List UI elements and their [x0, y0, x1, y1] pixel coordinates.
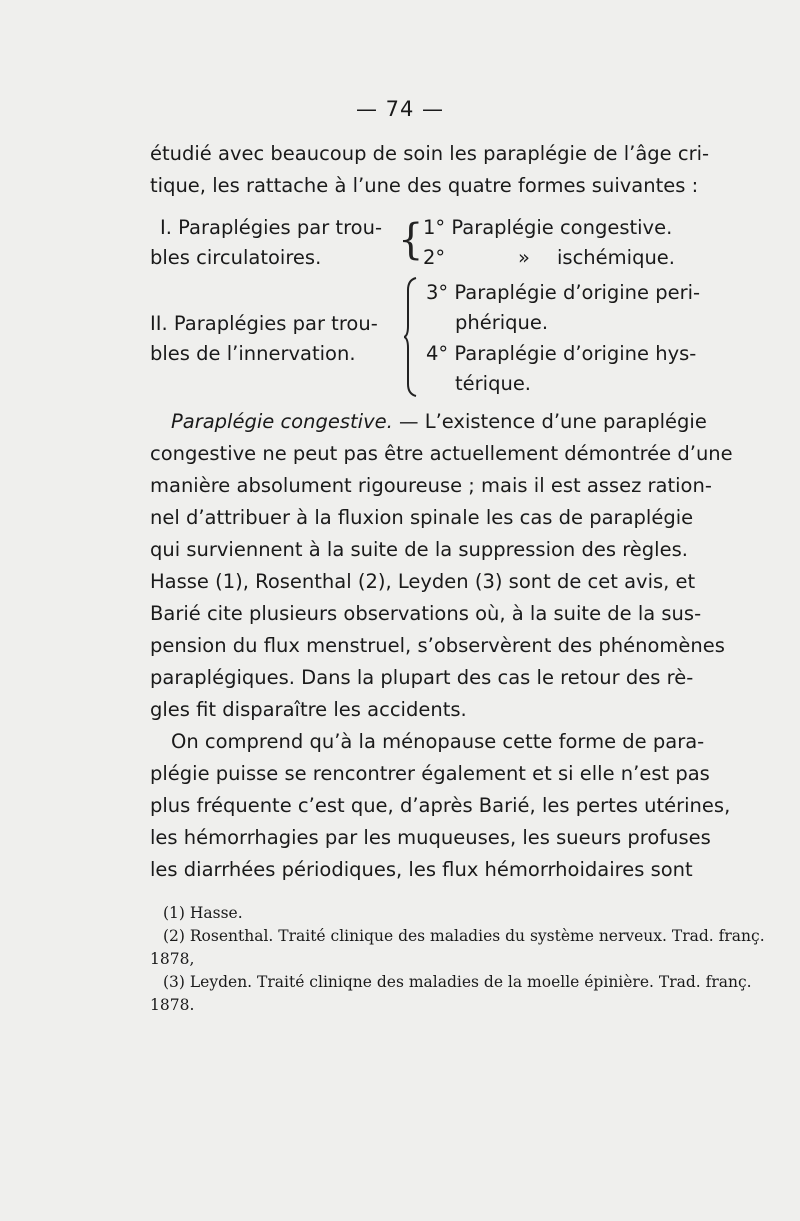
paragraph1-line-8: pension du flux menstruel, s’observèrent des phénomènes — [150, 634, 725, 657]
paragraph1-line-1-text: — L’existence d’une paraplégie — [392, 410, 707, 433]
footnote-2-line2: 1878, — [150, 950, 195, 968]
paragraph1-line-1 — [171, 406, 707, 438]
group2-brace — [404, 276, 418, 398]
paragraph1-line-9: paraplégiques. Dans la plupart des cas le retour des rè- — [150, 666, 694, 689]
paragraph1-line-4: nel d’attribuer à la fluxion spinale les cas de paraplégie — [150, 506, 694, 529]
paragraph1-line-6: Hasse (1), Rosenthal (2), Leyden (3) sont de cet avis, et — [150, 570, 696, 593]
paragraph1-line-3: manière absolument rigoureuse ; mais il est assez ration- — [150, 474, 712, 497]
group1-brace: { — [398, 215, 424, 265]
paragraph2-line-1: On comprend qu’à la ménopause cette forme de para- — [171, 730, 705, 753]
group2-item3-line1: 3° Paraplégie d’origine peri- — [426, 281, 701, 304]
paragraph1-heading: Paraplégie congestive. — [171, 410, 393, 433]
group1-item2-ditto: » — [518, 246, 530, 269]
group2-label-line1: II. Paraplégies par trou- — [150, 312, 378, 335]
group1-item2-num: 2° — [423, 246, 446, 269]
intro-line-2: tique, les rattache à l’une des quatre formes suivantes : — [150, 174, 699, 197]
paragraph2-line-5: les diarrhées périodiques, les flux hémorrhoidaires sont — [150, 858, 693, 881]
footnote-2-line1: (2) Rosenthal. Traité clinique des maladies du système nerveux. Trad. franç. — [163, 927, 765, 945]
paragraph1-line-5: qui surviennent à la suite de la suppression des règles. — [150, 538, 688, 561]
group1-item2-word: ischémique. — [557, 246, 675, 269]
group2-item4-line1: 4° Paraplégie d’origine hys- — [426, 342, 697, 365]
paragraph1-line-7: Barié cite plusieurs observations où, à la suite de la sus- — [150, 602, 702, 625]
paragraph1-line-10: gles fit disparaître les accidents. — [150, 698, 467, 721]
footnote-3-line2: 1878. — [150, 996, 195, 1014]
group2-item3-line2: phérique. — [455, 311, 549, 334]
paragraph2-line-3: plus fréquente c’est que, d’après Barié, les pertes utérines, — [150, 794, 731, 817]
intro-line-1: étudié avec beaucoup de soin les paraplégie de l’âge cri- — [150, 142, 710, 165]
paragraph2-line-2: plégie puisse se rencontrer également et si elle n’est pas — [150, 762, 710, 785]
footnote-1: (1) Hasse. — [163, 904, 243, 922]
paragraph2-line-4: les hémorrhagies par les muqueuses, les sueurs profuses — [150, 826, 711, 849]
group1-label-line2: bles circulatoires. — [150, 246, 322, 269]
group2-item4-line2: térique. — [455, 372, 532, 395]
page-number: — 74 — — [355, 97, 445, 121]
group2-label-line2: bles de l’innervation. — [150, 342, 356, 365]
paragraph1-line-2: congestive ne peut pas être actuellement démontrée d’une — [150, 442, 733, 465]
group1-label-line1: I. Paraplégies par trou- — [160, 216, 382, 239]
group1-item1: 1° Paraplégie congestive. — [423, 216, 673, 239]
footnote-3-line1: (3) Leyden. Traité cliniqne des maladies de la moelle épinière. Trad. franç. — [163, 973, 752, 991]
